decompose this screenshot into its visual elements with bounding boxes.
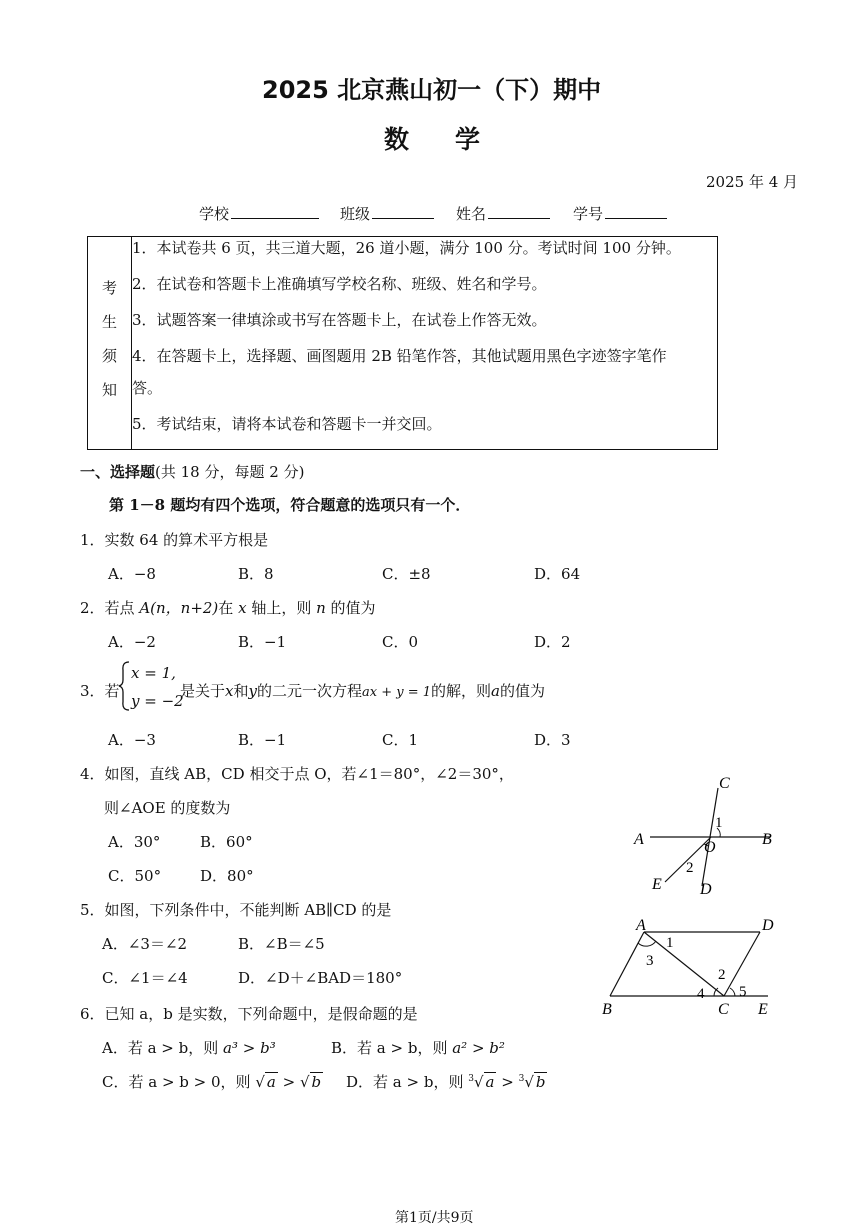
notice-label: 考 生 须 知 <box>88 237 132 450</box>
subject-title: 数学 <box>384 125 527 154</box>
label-b: B <box>602 1001 612 1018</box>
angle-5-label: 5 <box>739 984 747 1000</box>
school-label: 学校 <box>199 205 230 223</box>
notice-item: 4．在答题卡上，选择题、画图题用 2B 铅笔作答，其他试题用黑色字迹签字笔作 <box>132 347 667 365</box>
angle-arc-a <box>638 941 656 946</box>
school-field[interactable] <box>199 203 319 224</box>
notice-item: 5．考试结束，请将本试卷和答题卡一并交回。 <box>132 415 442 433</box>
student-id-label: 学号 <box>573 205 604 223</box>
figure-intersecting-lines <box>620 770 790 900</box>
q1-option-a: A．−8 <box>108 565 156 583</box>
name-label: 姓名 <box>456 205 487 223</box>
question-2-stem: 2．若点 A(n，n+2)在 x 轴上，则 n 的值为 <box>80 599 376 617</box>
label-a: A <box>636 917 646 934</box>
section-instruction: 第 1－8 题均有四个选项，符合题意的选项只有一个． <box>109 496 471 514</box>
question-3-stem: 是关于x和y的二元一次方程ax + y = 1的解，则a的值为 <box>180 682 545 700</box>
q6-option-d: D．若 a > b，则 $^3$√ a > $^3$√ b <box>346 1073 546 1091</box>
q6-option-a: A．若 a > b，则 a³ > b³ <box>102 1039 276 1057</box>
angle-3-label: 3 <box>646 953 654 969</box>
q2-option-d: D．2 <box>534 633 571 651</box>
notice-item: 2．在试卷和答题卡上准确填写学校名称、班级、姓名和学号。 <box>132 275 547 293</box>
label-c: C <box>719 775 730 792</box>
student-id-field[interactable] <box>573 203 667 224</box>
notice-box <box>87 236 718 450</box>
question-4-stem-cont: 则∠AOE 的度数为 <box>104 799 231 817</box>
angle-1-label: 1 <box>715 815 723 831</box>
exam-title: 2025 北京燕山初一（下）期中 <box>262 76 602 104</box>
q2-option-c: C．0 <box>382 633 419 651</box>
q2-option-b: B．−1 <box>238 633 287 651</box>
label-d: D <box>700 881 712 898</box>
q3-option-d: D．3 <box>534 731 571 749</box>
label-e: E <box>758 1001 768 1018</box>
q5-option-a: A．∠3＝∠2 <box>102 935 188 953</box>
question-5-stem: 5．如图，下列条件中，不能判断 AB∥CD 的是 <box>80 901 392 919</box>
name-field[interactable] <box>456 203 550 224</box>
q3-equation-2: y = −2 <box>131 692 184 710</box>
q6-option-b: B．若 a > b，则 a² > b² <box>331 1039 505 1057</box>
question-3-number: 3．若 <box>80 682 120 700</box>
angle-1-label: 1 <box>666 935 674 951</box>
q5-option-b: B．∠B＝∠5 <box>238 935 325 953</box>
q4-option-d: D．80° <box>200 867 254 885</box>
segment-ab <box>610 932 644 996</box>
q1-option-d: D．64 <box>534 565 581 583</box>
q4-option-b: B．60° <box>200 833 253 851</box>
angle-2-label: 2 <box>718 967 726 983</box>
section-heading: 一、选择题(共 18 分，每题 2 分) <box>80 463 305 481</box>
q3-option-b: B．−1 <box>238 731 287 749</box>
exam-date: 2025 年 4 月 <box>706 173 799 191</box>
q3-equation-1: x = 1, <box>131 664 176 682</box>
class-field[interactable] <box>340 203 434 224</box>
angle-2-label: 2 <box>686 860 694 876</box>
q4-option-c: C．50° <box>108 867 162 885</box>
notice-item: 1．本试卷共 6 页，共三道大题，26 道小题，满分 100 分。考试时间 100 分钟。 <box>132 239 681 257</box>
q5-option-c: C．∠1＝∠4 <box>102 969 188 987</box>
notice-item: 答。 <box>132 379 163 397</box>
label-e: E <box>652 876 662 893</box>
figure-parallelogram <box>598 912 788 1022</box>
q3-option-c: C．1 <box>382 731 419 749</box>
label-o: O <box>704 839 716 856</box>
label-b: B <box>762 831 772 848</box>
question-6-stem: 6．已知 a，b 是实数，下列命题中，是假命题的是 <box>80 1005 418 1023</box>
label-c: C <box>718 1001 729 1018</box>
angle-4-label: 4 <box>697 986 705 1002</box>
system-brace-icon <box>117 660 131 712</box>
q2-option-a: A．−2 <box>108 633 156 651</box>
q5-option-d: D．∠D＋∠BAD＝180° <box>238 969 403 987</box>
q3-option-a: A．−3 <box>108 731 156 749</box>
q1-option-b: B．8 <box>238 565 274 583</box>
q6-option-c: C．若 a > b > 0，则 √ a > √ b <box>102 1073 322 1091</box>
label-a: A <box>634 831 644 848</box>
q1-option-c: C．±8 <box>382 565 431 583</box>
notice-items <box>132 237 718 450</box>
angle-arc-5 <box>730 988 735 996</box>
class-label: 班级 <box>340 205 371 223</box>
question-4-stem: 4．如图，直线 AB，CD 相交于点 O，若∠1＝80°，∠2＝30°， <box>80 765 514 783</box>
q4-option-a: A．30° <box>108 833 161 851</box>
notice-item: 3．试题答案一律填涂或书写在答题卡上，在试卷上作答无效。 <box>132 311 547 329</box>
page-number: 第1页/共9页 <box>395 1210 474 1226</box>
question-1-stem: 1．实数 64 的算术平方根是 <box>80 531 269 549</box>
label-d: D <box>762 917 774 934</box>
